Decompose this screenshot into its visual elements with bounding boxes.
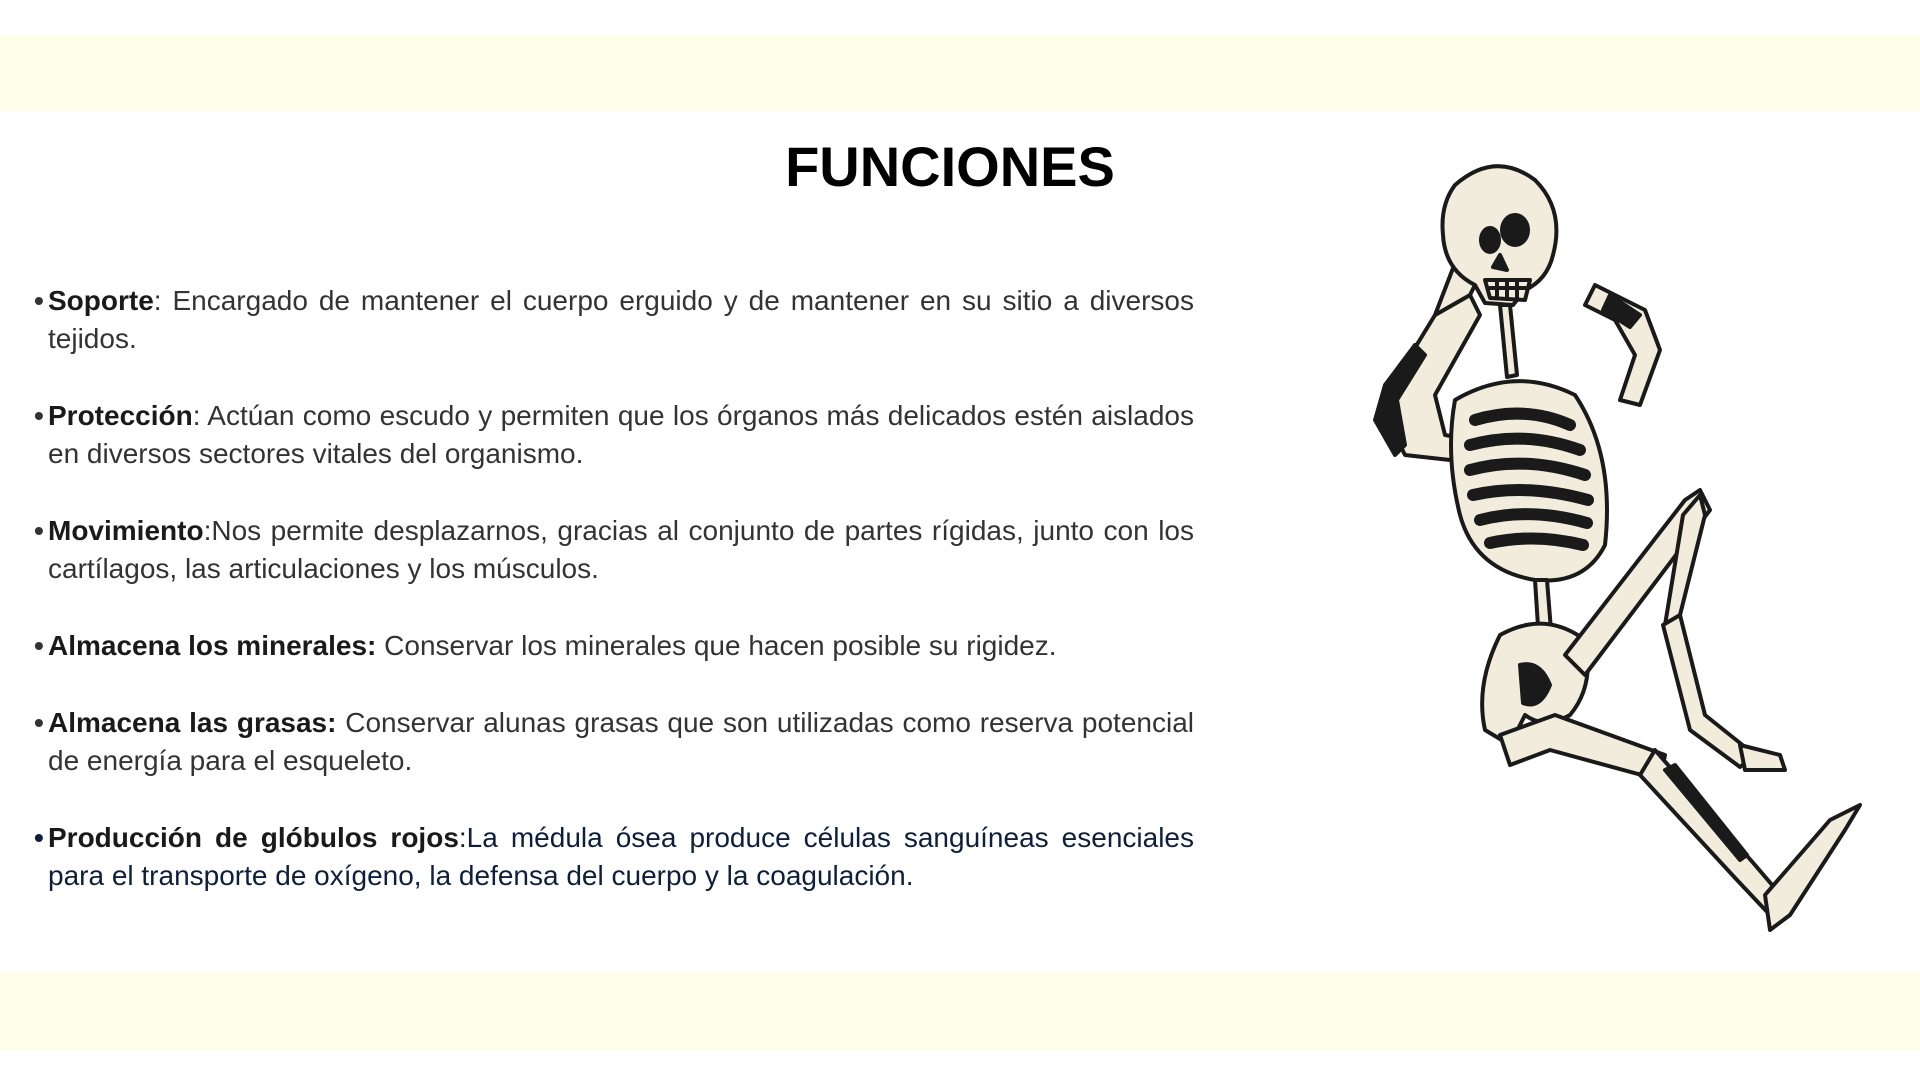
item-text: : Actúan como escudo y permiten que los órganos más delicados estén aislados en diversos sectores vitales del organismo. [48,400,1194,469]
bottom-band [0,973,1920,1050]
eye-socket-left [1481,228,1499,252]
bullet: • [34,515,44,546]
item-text: : Encargado de mantener el cuerpo erguido y de mantener en su sitio a diversos tejidos. [48,285,1194,354]
left-foot [1765,805,1860,930]
item-term: Protección [48,400,193,431]
list-item-grasas [34,704,1194,780]
bullet: • [34,630,44,661]
item-text: :La médula ósea produce células sanguíneas esenciales para el transporte de oxígeno, la defensa del cuerpo y la coagulación. [48,822,1194,891]
bullet: • [34,285,44,316]
list-item-proteccion [34,397,1194,473]
bullet: • [34,400,44,431]
right-foot [1740,745,1785,770]
eye-socket-right [1502,215,1528,245]
item-term: Almacena las grasas: [48,707,337,738]
list-item-globulos-rojos [34,819,1194,895]
neck-vertebrae [1500,305,1517,377]
bullet: • [34,707,44,738]
item-term: Almacena los minerales: [48,630,377,661]
item-text: Conservar alunas grasas que son utilizadas como reserva potencial de energía para el esqueleto. [48,707,1194,776]
top-band [0,36,1920,111]
item-text: Conservar los minerales que hacen posible su rigidez. [376,630,1057,661]
list-item-minerales [34,627,1194,665]
item-term: Movimiento [48,515,204,546]
functions-list [34,282,1194,934]
item-text: :Nos permite desplazarnos, gracias al conjunto de partes rígidas, junto con los cartílagos, las articulaciones y los músculos. [48,515,1194,584]
left-femur [1500,715,1665,780]
item-term: Soporte [48,285,154,316]
slide-title-text: FUNCIONES [785,135,1115,198]
left-tibia [1640,750,1785,915]
list-item-soporte [34,282,1194,358]
list-item-movimiento [34,512,1194,588]
item-term: Producción de glóbulos rojos [48,822,459,853]
bullet: • [34,822,44,853]
skeleton-illustration [1285,155,1920,955]
